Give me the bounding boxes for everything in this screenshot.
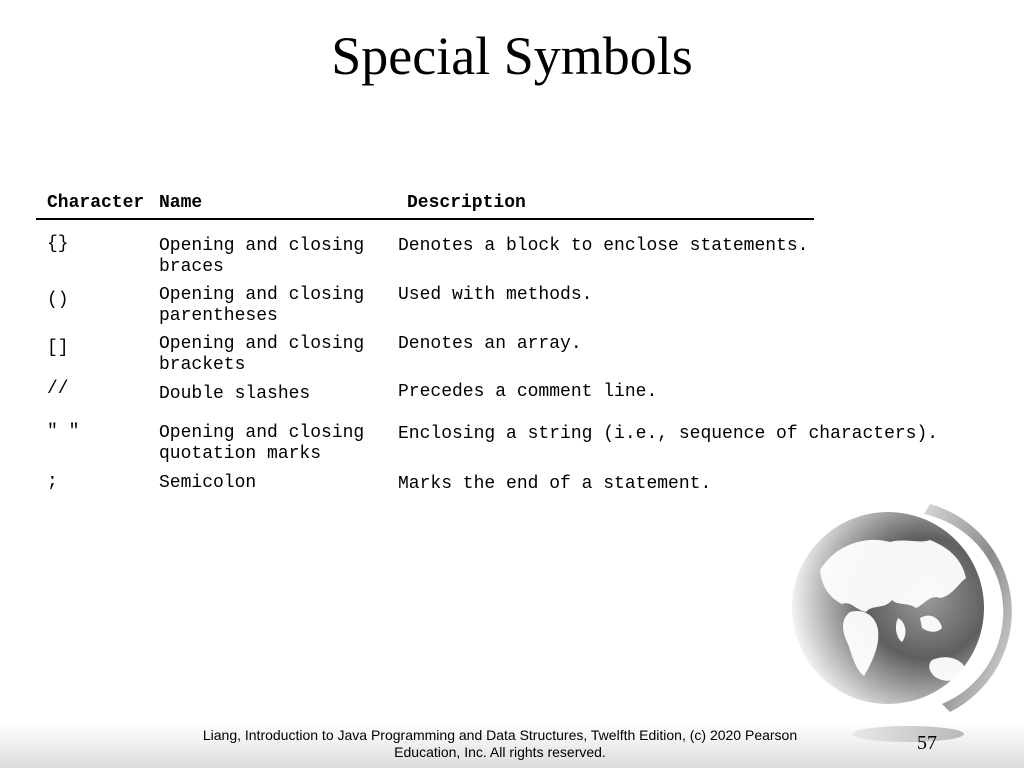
row-character: []: [47, 338, 69, 358]
row-name: Semicolon: [159, 473, 257, 493]
row-character: //: [47, 379, 69, 399]
row-description: Precedes a comment line.: [398, 382, 658, 402]
row-name: Opening and closing parentheses: [159, 285, 365, 326]
header-name: Name: [159, 193, 203, 213]
row-character: (): [47, 290, 69, 310]
slide-title: Special Symbols: [331, 26, 693, 86]
row-name: Double slashes: [159, 384, 311, 404]
row-description: Enclosing a string (i.e., sequence of characters).: [398, 424, 939, 444]
row-name: Opening and closing braces: [159, 236, 365, 277]
row-description: Used with methods.: [398, 285, 593, 305]
page-number: 57: [917, 732, 937, 754]
row-name: Opening and closing quotation marks: [159, 423, 365, 464]
row-description: Denotes an array.: [398, 334, 582, 354]
header-description: Description: [407, 193, 526, 213]
row-character: " ": [47, 422, 80, 442]
header-rule: [36, 218, 814, 220]
row-description: Marks the end of a statement.: [398, 474, 712, 494]
globe-icon: [780, 500, 1020, 740]
page-number-badge: [852, 726, 964, 742]
row-description: Denotes a block to enclose statements.: [398, 236, 809, 256]
row-character: ;: [47, 472, 58, 492]
row-character: {}: [47, 234, 69, 254]
row-name: Opening and closing brackets: [159, 334, 365, 375]
header-character: Character: [47, 193, 145, 213]
footer-copyright: Liang, Introduction to Java Programming and Data Structures, Twelfth Edition, (c) 2020 Pearson Education, Inc. All rights reserved.: [202, 727, 798, 760]
